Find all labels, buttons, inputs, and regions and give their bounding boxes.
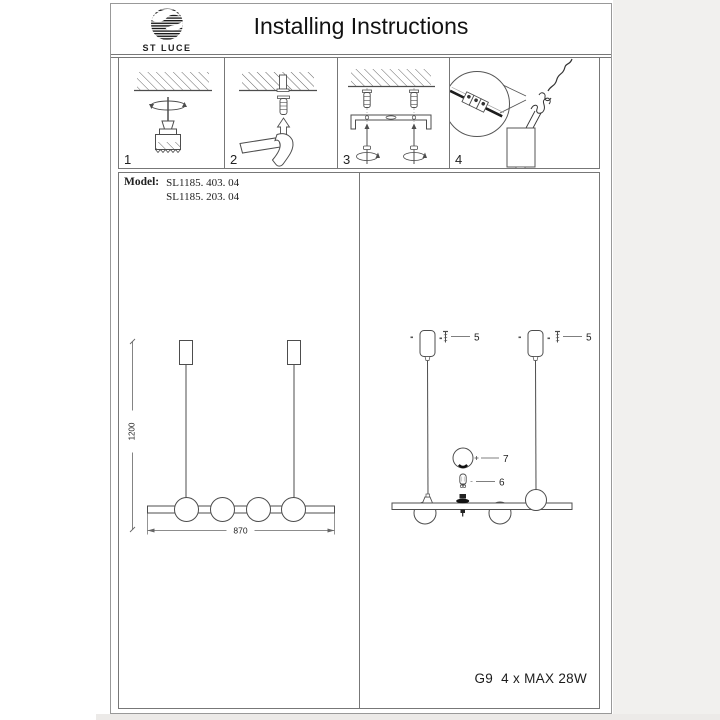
hammer-handle	[240, 138, 281, 154]
drill-illustration	[119, 58, 224, 168]
scanner-background-bottom	[96, 714, 720, 720]
drawing-area	[118, 172, 600, 709]
ceiling-cup-left	[180, 341, 193, 365]
inserted-anchor	[280, 75, 287, 89]
wire-knot	[531, 93, 551, 113]
ceiling-cup-right	[528, 331, 543, 357]
st-luce-logo-icon	[149, 7, 185, 43]
model-values	[166, 176, 239, 205]
model-label: Model:	[124, 176, 160, 188]
screw-icon	[555, 332, 560, 343]
g9-bulb-icon	[460, 474, 466, 488]
wiring-canopy-illustration	[450, 58, 596, 168]
exploded-view-pane	[359, 173, 599, 708]
exploded-view-drawing	[360, 173, 598, 707]
globe-2	[211, 498, 235, 522]
assembled-view-drawing	[119, 173, 358, 707]
ceiling-cup-right	[288, 341, 301, 365]
step-cell-4	[450, 58, 599, 168]
supply-cable	[548, 59, 572, 91]
suspension-wire-left	[428, 361, 429, 498]
height-dimension-label: 1200	[127, 422, 137, 441]
model-value: SL1185. 203. 04	[166, 191, 240, 204]
brand-name: ST LUCE	[142, 43, 192, 53]
step-number: 4	[455, 152, 463, 167]
width-dimension-label: 870	[233, 525, 248, 536]
globe-1	[175, 498, 199, 522]
instruction-page	[110, 3, 612, 714]
callout-number-bulb: 6	[499, 477, 505, 489]
ceiling-cup-left	[420, 331, 435, 357]
wire-mount	[423, 497, 433, 503]
page-title: Installing Instructions	[253, 13, 469, 39]
screw-icon	[443, 332, 448, 343]
step-cell-2	[225, 58, 338, 168]
step-number: 1	[124, 152, 132, 167]
suspension-wire-right	[536, 361, 537, 491]
hammer-anchor-illustration	[225, 58, 337, 168]
globe-4	[282, 498, 306, 522]
model-value: SL1185. 403. 04	[166, 177, 240, 189]
installation-steps-row	[118, 57, 600, 169]
brand-logo	[135, 7, 199, 53]
step-cell-3	[338, 58, 450, 168]
header	[111, 4, 611, 55]
callout-number-screw-left: 5	[474, 332, 480, 344]
bracket-screws-illustration	[338, 58, 449, 168]
ceiling-hatch	[351, 69, 431, 86]
step-number: 2	[230, 152, 238, 167]
step-cell-1	[119, 58, 225, 168]
model-block	[124, 176, 239, 205]
ceiling-hatch	[137, 72, 209, 90]
scanner-background-right	[613, 0, 720, 720]
hammer-head	[273, 134, 294, 166]
callout-number-screw-right: 5	[586, 332, 592, 344]
assembled-view-pane	[119, 173, 359, 708]
globe-3	[247, 498, 271, 522]
lamp-spec: G9 4 x MAX 28W	[474, 671, 587, 686]
canopy-box	[507, 128, 535, 167]
glass-globe-part	[453, 448, 473, 468]
globe-on-bar	[526, 490, 547, 511]
ceiling-hatch	[242, 72, 314, 90]
callout-number-globe: 7	[503, 454, 509, 465]
step-number: 3	[343, 152, 351, 167]
